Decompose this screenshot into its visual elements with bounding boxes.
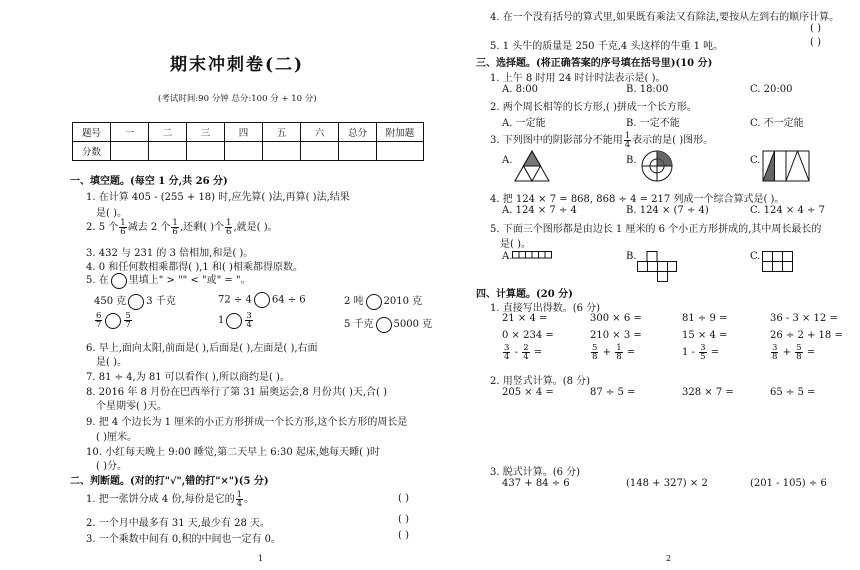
fraction bbox=[245, 312, 252, 329]
q2-text: 减去 2 个 bbox=[127, 222, 171, 233]
fraction bbox=[699, 344, 706, 361]
operator: + bbox=[782, 347, 791, 358]
page-number: 1 bbox=[258, 554, 264, 563]
numerator: 2 bbox=[523, 343, 529, 353]
score-table bbox=[72, 122, 424, 161]
fraction bbox=[591, 344, 598, 361]
compare-item bbox=[344, 315, 432, 333]
exam-meta: (考试时间:90 分钟 总分:100 分 + 10 分) bbox=[158, 94, 317, 104]
compare-right: 3 千克 bbox=[146, 296, 176, 307]
numerator: 1 bbox=[226, 218, 232, 228]
option-b[interactable]: B. bbox=[626, 251, 637, 262]
hexomino-a-icon bbox=[512, 251, 552, 267]
score-header: 三 bbox=[187, 123, 225, 142]
option-b[interactable]: B. 一定不能 bbox=[626, 118, 680, 129]
numerator: 3 bbox=[772, 343, 778, 353]
numerator: 1 bbox=[616, 343, 622, 353]
denominator: 5 bbox=[700, 352, 706, 362]
step-calc-item: (201 - 105) ÷ 6 bbox=[750, 478, 827, 489]
denominator: 6 bbox=[120, 227, 126, 237]
oral-calc-item: 210 × 3 = bbox=[590, 330, 642, 341]
question-10-line-2: ( )分。 bbox=[96, 461, 127, 472]
score-cell[interactable] bbox=[377, 142, 424, 161]
score-table-score-row bbox=[73, 142, 424, 161]
score-header: 五 bbox=[263, 123, 301, 142]
answer-paren[interactable]: ( ) bbox=[810, 37, 821, 48]
fraction bbox=[124, 312, 131, 329]
score-cell[interactable] bbox=[111, 142, 149, 161]
exam-title: 期末冲刺卷(二) bbox=[170, 55, 305, 75]
tf-question-1 bbox=[86, 490, 254, 508]
q5-text: 5. 在 bbox=[86, 275, 109, 286]
denominator: 7 bbox=[96, 320, 102, 330]
score-cell[interactable] bbox=[301, 142, 339, 161]
question-3: 3. 432 与 231 的 3 倍相加,和是( )。 bbox=[86, 248, 254, 259]
option-c[interactable]: C. 20:00 bbox=[750, 84, 793, 95]
numerator: 1 bbox=[624, 131, 631, 141]
fraction bbox=[771, 344, 778, 361]
denominator: 8 bbox=[592, 352, 598, 362]
compare-left: 5 千克 bbox=[344, 319, 374, 330]
denominator: 4 bbox=[624, 140, 631, 150]
oral-calc-item: 300 × 6 = bbox=[590, 313, 642, 324]
option-c[interactable]: C. bbox=[750, 155, 761, 166]
section-true-false-title: 二、判断题。(对的打"√",错的打"×")(5 分) bbox=[70, 476, 269, 487]
hexomino-b-icon bbox=[637, 251, 677, 283]
compare-left: 450 克 bbox=[94, 296, 127, 307]
option-c[interactable]: C. bbox=[750, 251, 761, 262]
fraction-calc-item bbox=[682, 344, 719, 361]
fraction bbox=[624, 132, 631, 149]
question-8-line-1: 8. 2016 年 8 月份在巴西举行了第 31 届奥运会,8 月份共( )天,合( ) bbox=[86, 387, 388, 398]
rectangle-figure-icon bbox=[762, 150, 810, 182]
compare-answer-circle[interactable] bbox=[226, 313, 242, 329]
question-9-line-2: ( )厘米。 bbox=[96, 432, 137, 443]
option-a[interactable]: A. bbox=[502, 251, 513, 262]
score-row-label: 分数 bbox=[73, 142, 111, 161]
numerator: 3 bbox=[246, 311, 252, 321]
oral-calc-item: 0 × 234 = bbox=[502, 330, 554, 341]
fraction bbox=[615, 344, 622, 361]
operator: - bbox=[514, 347, 518, 358]
question-2 bbox=[86, 218, 278, 236]
denominator: 4 bbox=[236, 499, 243, 509]
numerator: 6 bbox=[96, 311, 102, 321]
denominator: 8 bbox=[772, 352, 778, 362]
denominator: 8 bbox=[796, 352, 802, 362]
numerator: 5 bbox=[796, 343, 802, 353]
vertical-calc-item: 65 ÷ 5 = bbox=[770, 387, 816, 398]
operator: + bbox=[602, 347, 611, 358]
denominator: 6 bbox=[226, 227, 232, 237]
tf-question-5: 5. 1 头牛的质量是 250 千克,4 头这样的牛重 1 吨。 bbox=[490, 41, 724, 52]
score-header: 附加题 bbox=[377, 123, 424, 142]
equals: = bbox=[626, 347, 636, 358]
q5-text: 里填上" > "" < "或" = "。 bbox=[128, 275, 251, 286]
numerator: 3 bbox=[504, 343, 510, 353]
compare-right: 5000 克 bbox=[393, 319, 433, 330]
tf-question-4: 4. 在一个没有括号的算式里,如果既有乘法又有除法,要按从左到右的顺序计算。 bbox=[490, 12, 840, 23]
answer-paren[interactable]: ( ) bbox=[398, 514, 409, 525]
q2-text: 2. 5 个 bbox=[86, 222, 119, 233]
section-choice-title: 三、选择题。(将正确答案的序号填在括号里)(10 分) bbox=[476, 58, 713, 69]
triangle-figure-icon bbox=[514, 150, 550, 182]
denominator: 8 bbox=[616, 352, 622, 362]
choice-question-5-line-1: 5. 下面三个图形都是由边长 1 厘米的 6 个小正方形拼成的,其中周长最长的 bbox=[490, 224, 822, 235]
fraction bbox=[795, 344, 802, 361]
choice-question-1: 1. 上午 8 时用 24 时计时法表示是( )。 bbox=[490, 73, 666, 84]
fraction bbox=[225, 219, 232, 236]
fraction bbox=[503, 344, 510, 361]
vertical-calc-item: 87 ÷ 5 = bbox=[590, 387, 636, 398]
compare-left: 1 bbox=[218, 315, 225, 326]
fraction bbox=[95, 312, 102, 329]
score-table-header-row bbox=[73, 123, 424, 142]
oral-calc-item: 21 × 4 = bbox=[502, 313, 548, 324]
fraction bbox=[119, 219, 126, 236]
score-header: 总分 bbox=[339, 123, 377, 142]
denominator: 6 bbox=[172, 227, 178, 237]
score-header: 四 bbox=[225, 123, 263, 142]
tf-text: 。 bbox=[244, 494, 255, 505]
section-calculation-title: 四、计算题。(20 分) bbox=[476, 289, 573, 300]
q3-text: 3. 下列图中的阴影部分不能用 bbox=[490, 135, 623, 146]
compare-answer-circle[interactable] bbox=[254, 292, 270, 308]
operand: 1 - bbox=[682, 347, 695, 358]
choice-question-4: 4. 把 124 × 7 = 868, 868 ÷ 4 = 217 列成一个综合算式是( )。 bbox=[490, 194, 785, 205]
exam-page-2 bbox=[430, 0, 860, 570]
step-calc-item: 437 + 84 ÷ 6 bbox=[502, 478, 570, 489]
denominator: 4 bbox=[523, 352, 529, 362]
choice-question-5-line-2: 是( )。 bbox=[500, 239, 531, 250]
equals: = bbox=[710, 347, 720, 358]
equals: = bbox=[806, 347, 816, 358]
tf-question-2: 2. 一个月中最多有 31 天,最少有 28 天。 bbox=[86, 518, 271, 529]
answer-paren[interactable]: ( ) bbox=[810, 23, 821, 34]
calc-part-1-title: 1. 直接写出得数。(6 分) bbox=[490, 303, 601, 314]
score-cell[interactable] bbox=[263, 142, 301, 161]
option-b[interactable]: B. 124 × (7 ÷ 4) bbox=[626, 205, 709, 216]
compare-answer-circle[interactable] bbox=[366, 294, 382, 310]
score-cell[interactable] bbox=[339, 142, 377, 161]
numerator: 5 bbox=[125, 311, 131, 321]
score-header: 题号 bbox=[73, 123, 111, 142]
numerator: 5 bbox=[592, 343, 598, 353]
compare-left: 2 吨 bbox=[344, 296, 364, 307]
numerator: 1 bbox=[172, 218, 178, 228]
question-1-line-1: 1. 在计算 405 - (255 + 18) 时,应先算( )法,再算( )法,结果 bbox=[86, 192, 350, 203]
page-number: 2 bbox=[666, 554, 672, 563]
answer-paren[interactable]: ( ) bbox=[398, 530, 409, 541]
score-header: 六 bbox=[301, 123, 339, 142]
score-header: 二 bbox=[149, 123, 187, 142]
compare-item bbox=[344, 292, 422, 310]
compare-item bbox=[218, 312, 254, 329]
question-5 bbox=[86, 271, 251, 289]
option-a[interactable]: A. 8:00 bbox=[502, 84, 539, 95]
question-1-line-2: 是( )。 bbox=[96, 208, 127, 219]
vertical-calc-item: 205 × 4 = bbox=[502, 387, 554, 398]
option-a[interactable]: A. bbox=[502, 155, 513, 166]
denominator: 4 bbox=[504, 352, 510, 362]
equals: = bbox=[533, 347, 543, 358]
score-cell[interactable] bbox=[225, 142, 263, 161]
compare-answer-circle[interactable] bbox=[105, 313, 121, 329]
compare-item bbox=[218, 292, 306, 308]
question-6-line-1: 6. 早上,面向太阳,前面是( ),后面是( ),左面是( ),右面 bbox=[86, 343, 318, 354]
q2-text: ,还剩( )个 bbox=[179, 222, 225, 233]
option-c[interactable]: C. 124 × 4 ÷ 7 bbox=[750, 205, 825, 216]
tf-text: 1. 把一张饼分成 4 份,每份是它的 bbox=[86, 494, 235, 505]
tf-question-3: 3. 一个乘数中间有 0,积的中间也一定有 0。 bbox=[86, 534, 281, 545]
vertical-calc-item: 328 × 7 = bbox=[682, 387, 734, 398]
section-fill-blank-title: 一、填空题。(每空 1 分,共 26 分) bbox=[70, 176, 228, 187]
circle-figure-icon bbox=[640, 149, 674, 183]
compare-left: 72 ÷ 4 bbox=[218, 294, 252, 306]
numerator: 1 bbox=[236, 490, 243, 500]
calc-part-2-title: 2. 用竖式计算。(8 分) bbox=[490, 376, 591, 387]
numerator: 3 bbox=[700, 343, 706, 353]
oral-calc-item: 26 ÷ 2 + 18 = bbox=[770, 330, 843, 341]
choice-question-2: 2. 两个周长相等的长方形,( )拼成一个长方形。 bbox=[490, 102, 697, 113]
compare-item bbox=[94, 292, 176, 310]
question-4: 4. 0 和任何数相乘都得( ),1 和( )相乘都得原数。 bbox=[86, 262, 303, 273]
oral-calc-item: 36 - 3 × 12 = bbox=[770, 313, 838, 324]
fraction bbox=[171, 219, 178, 236]
score-cell[interactable] bbox=[187, 142, 225, 161]
oral-calc-item: 81 ÷ 9 = bbox=[682, 313, 728, 324]
fraction-calc-item bbox=[770, 344, 815, 361]
q2-text: ,就是( )。 bbox=[233, 222, 278, 233]
step-calc-item: (148 + 327) × 2 bbox=[626, 478, 708, 489]
denominator: 4 bbox=[246, 320, 252, 330]
score-header: 一 bbox=[111, 123, 149, 142]
compare-right: 2010 克 bbox=[383, 296, 423, 307]
choice-question-3 bbox=[490, 131, 713, 149]
compare-circle-icon bbox=[111, 273, 127, 289]
question-8-line-2: 个星期零( )天。 bbox=[96, 401, 167, 412]
compare-right: 64 ÷ 6 bbox=[271, 294, 306, 306]
option-b[interactable]: B. bbox=[626, 155, 637, 166]
question-6-line-2: 是( )。 bbox=[96, 357, 127, 368]
fraction bbox=[236, 491, 243, 508]
calc-part-3-title: 3. 脱式计算。(6 分) bbox=[490, 467, 581, 478]
compare-answer-circle[interactable] bbox=[376, 317, 392, 333]
denominator: 7 bbox=[125, 320, 131, 330]
numerator: 1 bbox=[120, 218, 126, 228]
score-cell[interactable] bbox=[149, 142, 187, 161]
question-10-line-1: 10. 小红每天晚上 9:00 睡觉,第二天早上 6:30 起床,她每天睡( )时 bbox=[86, 447, 381, 458]
option-a[interactable]: A. 124 × 7 ÷ 4 bbox=[502, 205, 577, 216]
answer-paren[interactable]: ( ) bbox=[398, 493, 409, 504]
fraction bbox=[522, 344, 529, 361]
fraction-calc-item bbox=[502, 344, 542, 361]
compare-answer-circle[interactable] bbox=[128, 294, 144, 310]
question-9-line-1: 9. 把 4 个边长为 1 厘米的小正方形拼成一个长方形,这个长方形的周长是 bbox=[86, 417, 408, 428]
option-a[interactable]: A. 一定能 bbox=[502, 118, 546, 129]
q3-text: 表示的是( )图形。 bbox=[632, 135, 714, 146]
fraction-calc-item bbox=[590, 344, 635, 361]
hexomino-c-icon bbox=[762, 251, 794, 273]
question-7: 7. 81 ÷ 4,为 81 可以看作( ),所以商约是( )。 bbox=[86, 372, 290, 383]
oral-calc-item: 15 × 4 = bbox=[682, 330, 728, 341]
option-c[interactable]: C. 不一定能 bbox=[750, 118, 804, 129]
compare-item bbox=[94, 312, 133, 329]
option-b[interactable]: B. 18:00 bbox=[626, 84, 669, 95]
